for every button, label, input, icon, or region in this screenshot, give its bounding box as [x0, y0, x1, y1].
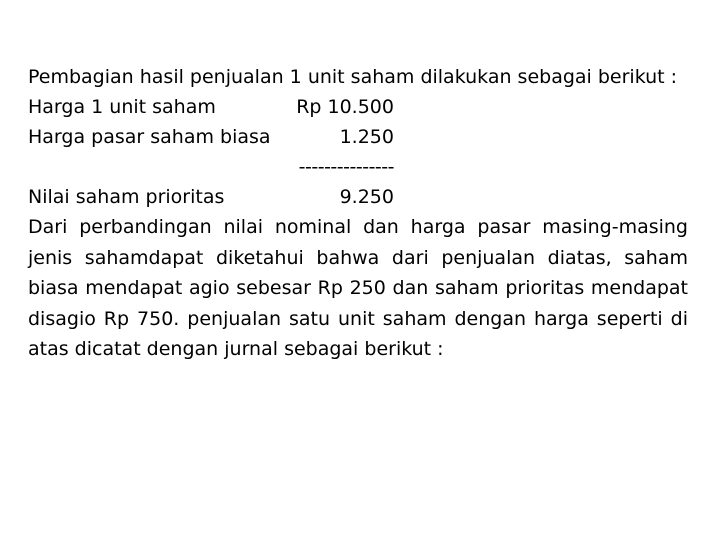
explanation-paragraph: Dari perbandingan nilai nominal dan harga pasar masing-masing jenis sahamdapat diketahui bahwa dari penjualan diatas, saham biasa mendapat agio sebesar Rp 250 dan saham prioritas mendapat disagio Rp 750. penjualan satu unit saham dengan harga seperti di atas dicatat dengan jurnal sebagai berikut : [28, 216, 688, 360]
calc-row-label: Harga pasar saham biasa [28, 126, 271, 148]
calc-row [28, 92, 688, 122]
calc-result-label: Nilai saham prioritas [28, 186, 225, 208]
calc-row [28, 122, 688, 152]
calc-separator: --------------- [298, 156, 394, 178]
calc-row-value: Rp 10.500 [296, 96, 394, 118]
calc-result-row [28, 182, 688, 212]
intro-line [28, 62, 688, 92]
calc-separator-line [28, 152, 688, 182]
calc-row-value: 1.250 [339, 126, 394, 148]
calc-row-label: Harga 1 unit saham [28, 96, 216, 118]
calc-result-value: 9.250 [339, 186, 394, 208]
document-body [28, 62, 688, 365]
intro-text: Pembagian hasil penjualan 1 unit saham dilakukan sebagai berikut : [28, 66, 678, 88]
